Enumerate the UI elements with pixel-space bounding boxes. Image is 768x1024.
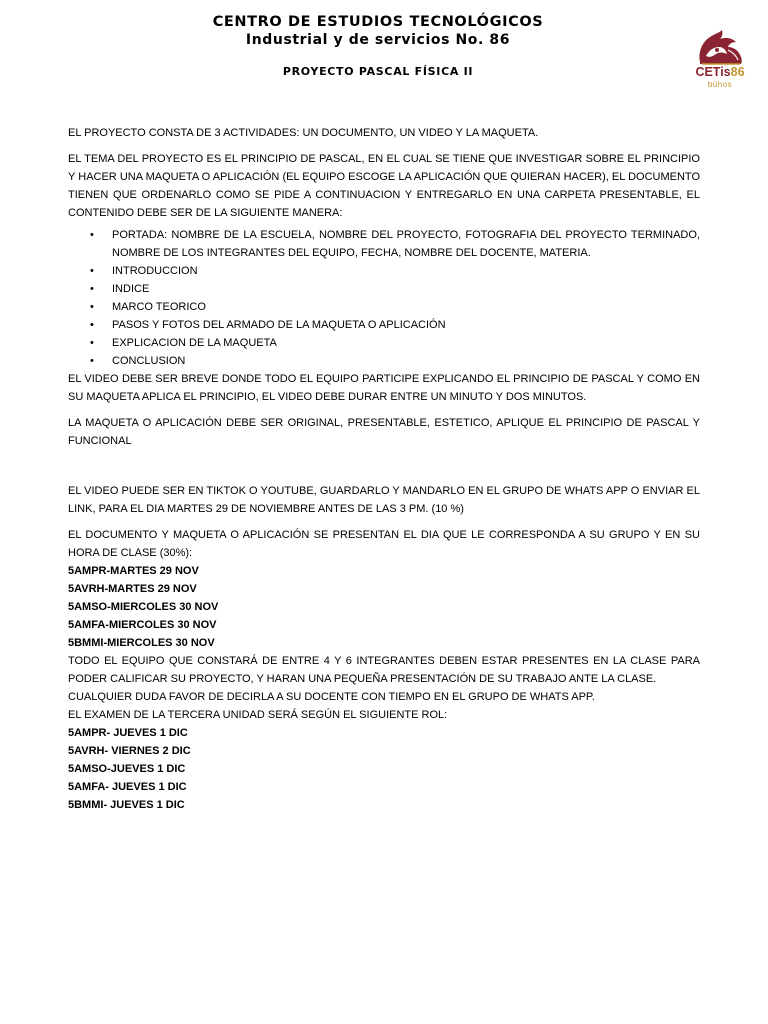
schedule-presentation-item: 5AMFA-MIERCOLES 30 NOV [68,619,217,631]
paragraph-video-delivery: EL VIDEO PUEDE SER EN TIKTOK O YOUTUBE, GUARDARLO Y MANDARLO EN EL GRUPO DE WHATS APP O ENVIAR EL LINK, PARA EL DIA MARTES 29 DE NOVIEMBRE ANTES DE LAS 3 PM. (10 %) [68,485,700,515]
list-item: • INTRODUCCION [112,262,700,280]
paragraph-video: EL VIDEO DEBE SER BREVE DONDE TODO EL EQUIPO PARTICIPE EXPLICANDO EL PRINCIPIO DE PASCAL Y COMO EN SU MAQUETA APLICA EL PRINCIPIO, EL VIDEO DEBE DURAR ENTRE UN MINUTO Y DOS MINUTOS. [68,373,700,403]
list-item: • INDICE [112,280,700,298]
schedule-presentation-item: 5AVRH-MARTES 29 NOV [68,583,197,595]
paragraph-questions: CUALQUIER DUDA FAVOR DE DECIRLA A SU DOCENTE CON TIEMPO EN EL GRUPO DE WHATS APP. [68,691,595,703]
school-name: CENTRO DE ESTUDIOS TECNOLÓGICOS [212,14,544,30]
paragraph-exam: EL EXAMEN DE LA TERCERA UNIDAD SERÁ SEGÚN EL SIGUIENTE ROL: [68,709,448,721]
paragraph-document-delivery: EL DOCUMENTO Y MAQUETA O APLICACIÓN SE PRESENTAN EL DIA QUE LE CORRESPONDA A SU GRUPO Y EN SU HORA DE CLASE (30%): [68,529,700,559]
school-subtitle: Industrial y de servicios No. 86 [245,32,511,48]
schedule-presentation-item: 5BMMI-MIERCOLES 30 NOV [68,637,215,649]
logo-wordmark: CETis86 [695,65,745,79]
content-list [68,226,700,370]
paragraph-activities: EL PROYECTO CONSTA DE 3 ACTIVIDADES: UN DOCUMENTO, UN VIDEO Y LA MAQUETA. [68,127,539,139]
schedule-presentation-item: 5AMSO-MIERCOLES 30 NOV [68,601,219,613]
schedule-exam-item: 5AMFA- JUEVES 1 DIC [68,781,187,793]
project-title: PROYECTO PASCAL FÍSICA II [282,65,474,78]
owl-logo-icon [692,28,748,66]
paragraph-team: TODO EL EQUIPO QUE CONSTARÁ DE ENTRE 4 Y 6 INTEGRANTES DEBEN ESTAR PRESENTES EN LA CLASE PARA PODER CALIFICAR SU PROYECTO, Y HARAN UNA PEQUEÑA PRESENTACIÓN DE SU TRABAJO ANTE LA CLASE. [68,655,700,685]
cetis-logo [692,28,748,90]
schedule-exam-item: 5AMSO-JUEVES 1 DIC [68,763,186,775]
paragraph-topic: EL TEMA DEL PROYECTO ES EL PRINCIPIO DE PASCAL, EN EL CUAL SE TIENE QUE INVESTIGAR SOBRE EL PRINCIPIO Y HACER UNA MAQUETA O APLICACIÓN (EL EQUIPO ESCOGE LA APLICACIÓN QUE QUIERAN HACER), EL DOCUMENTO TIENEN QUE ORDENARLO COMO SE PIDE A CONTINUACION Y ENTREGARLO EN UNA CARPETA PRESENTABLE, EL CONTENIDO DEBE SER DE LA SIGUIENTE MANERA: [68,153,700,219]
list-item: • MARCO TEORICO [112,298,700,316]
schedule-exam-item: 5BMMI- JUEVES 1 DIC [68,799,185,811]
document-header [0,14,756,79]
schedule-presentation-item: 5AMPR-MARTES 29 NOV [68,565,199,577]
schedule-exam-item: 5AMPR- JUEVES 1 DIC [68,727,188,739]
logo-subtitle: búhos [707,80,733,89]
schedule-exam-item: 5AVRH- VIERNES 2 DIC [68,745,191,757]
list-item: • PORTADA: NOMBRE DE LA ESCUELA, NOMBRE DEL PROYECTO, FOTOGRAFIA DEL PROYECTO TERMINADO, NOMBRE DE LOS INTEGRANTES DEL EQUIPO, FECHA, NOMBRE DEL DOCENTE, MATERIA. [112,226,700,262]
list-item: • EXPLICACION DE LA MAQUETA [112,334,700,352]
paragraph-model: LA MAQUETA O APLICACIÓN DEBE SER ORIGINAL, PRESENTABLE, ESTETICO, APLIQUE EL PRINCIPIO DE PASCAL Y FUNCIONAL [68,417,700,447]
list-item: • CONCLUSION [112,352,700,370]
document-body [68,124,700,814]
list-item: • PASOS Y FOTOS DEL ARMADO DE LA MAQUETA O APLICACIÓN [112,316,700,334]
